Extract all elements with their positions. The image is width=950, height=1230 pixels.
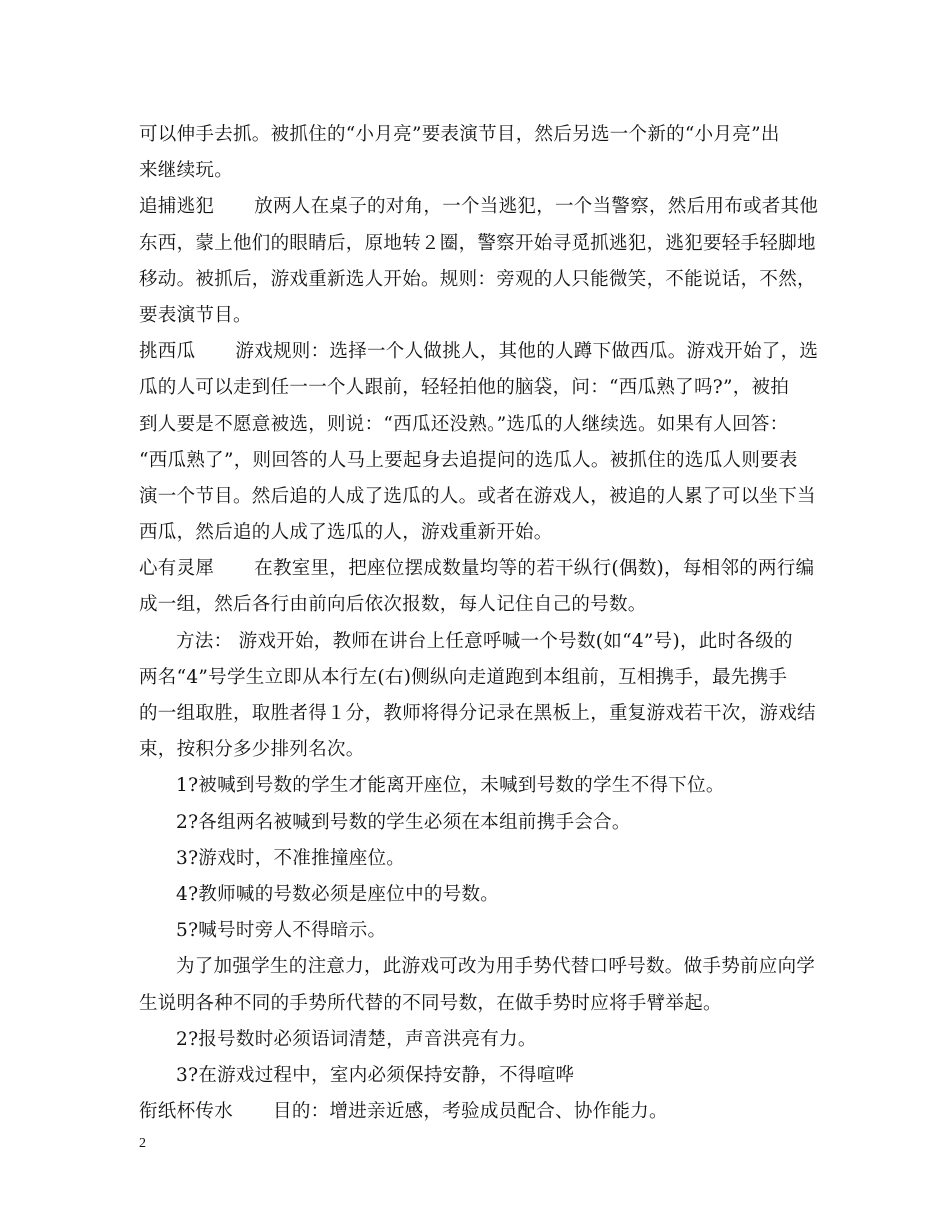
paragraph-text: 目的：增进亲近感，考验成员配合、协作能力。 — [273, 1101, 668, 1123]
section-title: 追捕逃犯 — [139, 196, 215, 218]
rule-item: 5?喊号时旁人不得暗示。 — [176, 920, 387, 942]
rule-item: 3?在游戏过程中，室内必须保持安静，不得喧哗 — [176, 1064, 575, 1086]
section-title: 挑西瓜 — [139, 341, 196, 363]
game-section-watermelon — [139, 334, 819, 370]
rule-item: 1?被喊到号数的学生才能离开座位，未喊到号数的学生不得下位。 — [176, 775, 725, 797]
method-line: 方法： 游戏开始，教师在讲台上任意呼喊一个号数(如“4”号)，此时各级的 — [176, 630, 793, 652]
rule-item: 2?报号数时必须语词清楚，声音洪亮有力。 — [176, 1028, 537, 1050]
section-title: 衔纸杯传水 — [139, 1101, 234, 1123]
section-title: 心有灵犀 — [139, 558, 215, 580]
paragraph-line: 瓜的人可以走到任一一个人跟前，轻轻拍他的脑袋，问：“西瓜熟了吗?”，被拍 — [139, 377, 790, 399]
document-body — [139, 117, 819, 1130]
paragraph-line: 演一个节目。然后追的人成了选瓜的人。或者在游戏人，被追的人累了可以坐下当 — [139, 485, 816, 507]
paragraph-line: 为了加强学生的注意力，此游戏可改为用手势代替口呼号数。做手势前应向学 — [176, 956, 816, 978]
paragraph-line: 来继续玩。 — [139, 160, 234, 182]
page-number: 2 — [139, 1136, 146, 1151]
paragraph-text: 游戏规则：选择一个人做挑人，其他的人蹲下做西瓜。游戏开始了，选 — [235, 341, 819, 363]
game-section-telepathy — [139, 551, 815, 587]
game-section-chase — [139, 189, 819, 225]
paragraph-line: 可以伸手去抓。被抓住的“小月亮”要表演节目，然后另选一个新的“小月亮”出 — [139, 124, 780, 145]
rule-item: 2?各组两名被喊到号数的学生必须在本组前携手会合。 — [176, 811, 631, 833]
paragraph-line: 束，按积分多少排列名次。 — [139, 739, 365, 761]
paragraph-line: 两名“4”号学生立即从本行左(右)侧纵向走道跑到本组前，互相携手，最先携手 — [139, 666, 788, 688]
paragraph-line: 生说明各种不同的手势所代替的不同号数，在做手势时应将手臂举起。 — [139, 992, 722, 1014]
paragraph-text: 放两人在桌子的对角，一个当逃犯，一个当警察，然后用布或者其他 — [254, 196, 819, 218]
rule-item: 4?教师喊的号数必须是座位中的号数。 — [176, 883, 500, 905]
paragraph-line: 成一组，然后各行由前向后依次报数，每人记住自己的号数。 — [139, 594, 647, 616]
paragraph-line: 移动。被抓后，游戏重新选人开始。规则：旁观的人只能微笑，不能说话，不然， — [139, 268, 816, 290]
paragraph-line: 西瓜，然后追的人成了选瓜的人，游戏重新开始。 — [139, 522, 553, 544]
game-section-paper-cup — [139, 1094, 811, 1130]
paragraph-line: 到人要是不愿意被选，则说：“西瓜还没熟。”选瓜的人继续选。如果有人回答： — [139, 413, 789, 435]
rule-item: 3?游戏时，不准推撞座位。 — [176, 847, 406, 869]
paragraph-line: 的一组取胜，取胜者得１分，教师将得分记录在黑板上，重复游戏若干次，游戏结 — [139, 703, 816, 724]
paragraph-line: 要表演节目。 — [139, 304, 252, 326]
paragraph-line: 东西，蒙上他们的眼睛后，原地转２圈，警察开始寻觅抓逃犯，逃犯要轻手轻脚地 — [139, 232, 816, 254]
paragraph-line: “西瓜熟了”，则回答的人马上要起身去追提问的选瓜人。被抓住的选瓜人则要表 — [139, 449, 798, 471]
paragraph-text: 在教室里，把座位摆成数量均等的若干纵行(偶数)，每相邻的两行编 — [254, 558, 815, 580]
